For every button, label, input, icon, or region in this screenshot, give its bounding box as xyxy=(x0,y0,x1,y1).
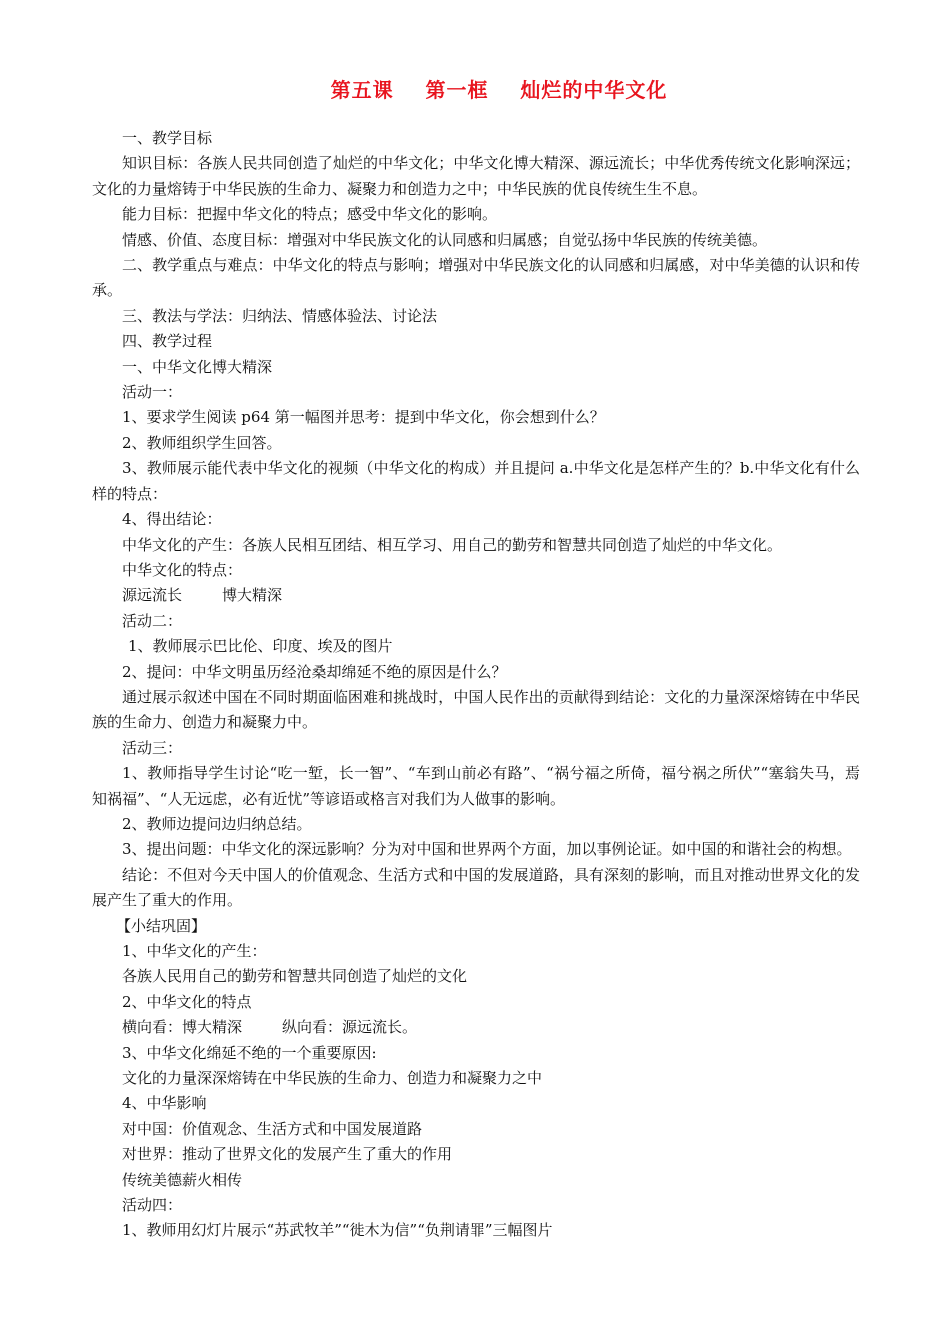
list-item: 2、教师组织学生回答。 xyxy=(122,433,282,452)
list-item: 1、中华文化的产生： xyxy=(122,942,267,960)
feature-long-history: 源远流长 xyxy=(122,586,183,605)
summary-line: 文化的力量深深熔铸在中华民族的生命力、创造力和凝聚力之中 xyxy=(122,1069,543,1088)
activity-four-heading: 活动四： xyxy=(122,1196,183,1215)
subheading-virtues: 传统美德薪火相传 xyxy=(122,1170,243,1189)
list-item: 1、教师用幻灯片展示“苏武牧羊”“徙木为信”“负荆请罪”三幅图片 xyxy=(122,1221,553,1240)
paragraph-features xyxy=(92,583,860,608)
summary-line: 对中国：价值观念、生活方式和中国发展道路 xyxy=(122,1119,423,1138)
activity-one-heading: 活动一： xyxy=(122,383,183,402)
section-heading-objectives: 一、教学目标 xyxy=(122,129,213,147)
list-item: 2、中华文化的特点 xyxy=(122,992,252,1011)
paragraph-methods: 三、教法与学法：归纳法、情感体验法、讨论法 xyxy=(122,306,438,325)
paragraph-key-points: 二、教学重点与难点：中华文化的特点与影响；增强对中华民族文化的认同感和归属感，对中华美德的认识和传承。 xyxy=(92,256,860,300)
paragraph-origin: 中华文化的产生：各族人民相互团结、相互学习、用自己的勤劳和智慧共同创造了灿烂的中华文化。 xyxy=(122,535,783,554)
document-body xyxy=(92,126,860,1244)
paragraph-conclusion-influence: 结论：不但对今天中国人的价值观念、生活方式和中国的发展道路，具有深刻的影响，而且对推动世界文化的发展产生了重大的作用。 xyxy=(92,865,860,910)
feature-horizontal: 横向看：博大精深 xyxy=(122,1018,243,1037)
summary-heading: 【小结巩固】 xyxy=(116,916,207,935)
list-item: 1、教师指导学生讨论“吃一堑，长一智”、“车到山前必有路”、“祸兮福之所倚，福兮祸之所伏”“塞翁失马，焉知祸福”、“人无远虑，必有近忧”等谚语或格言对我们为人做事的影响。 xyxy=(92,764,860,808)
paragraph-features-label: 中华文化的特点： xyxy=(122,560,243,579)
list-item: 3、教师展示能代表中华文化的视频（中华文化的构成）并且提问 a.中华文化是怎样产生的？b.中华文化有什么样的特点： xyxy=(92,459,860,503)
section-heading-process: 四、教学过程 xyxy=(122,332,213,351)
paragraph-ability-goal: 能力目标：把握中华文化的特点；感受中华文化的影响。 xyxy=(122,205,498,224)
paragraph-conclusion-power: 通过展示叙述中国在不同时期面临困难和挑战时，中国人民作出的贡献得到结论：文化的力量深深熔铸在中华民族的生命力、创造力和凝聚力中。 xyxy=(92,687,860,732)
summary-line: 对世界：推动了世界文化的发展产生了重大的作用 xyxy=(122,1145,453,1164)
activity-three-heading: 活动三： xyxy=(122,738,183,757)
list-item: 2、教师边提问边归纳总结。 xyxy=(122,814,312,833)
document-title: 第五课 第一框 灿烂的中华文化 xyxy=(330,78,668,102)
paragraph-emotion-goal: 情感、价值、态度目标：增强对中华民族文化的认同感和归属感；自觉弘扬中华民族的传统美德。 xyxy=(122,230,768,249)
subheading-profound: 一、中华文化博大精深 xyxy=(122,357,273,376)
summary-line: 各族人民用自己的勤劳和智慧共同创造了灿烂的文化 xyxy=(122,967,468,986)
list-item: 4、得出结论： xyxy=(122,510,222,529)
list-item: 1、要求学生阅读 p64 第一幅图并思考：提到中华文化，你会想到什么？ xyxy=(122,408,605,427)
activity-two-heading: 活动二： xyxy=(122,611,183,630)
list-item: 4、中华影响 xyxy=(122,1094,207,1113)
list-item: 2、提问：中华文明虽历经沧桑却绵延不绝的原因是什么？ xyxy=(122,662,507,681)
list-item: 1、教师展示巴比伦、印度、埃及的图片 xyxy=(128,637,393,656)
list-item: 3、提出问题：中华文化的深远影响？分为对中国和世界两个方面，加以事例论证。如中国的和谐社会的构想。 xyxy=(122,840,852,859)
list-item: 3、中华文化绵延不绝的一个重要原因: xyxy=(122,1043,377,1062)
paragraph-knowledge-goal: 知识目标：各族人民共同创造了灿烂的中华文化；中华文化博大精深、源远流长；中华优秀传统文化影响深远；文化的力量熔铸于中华民族的生命力、凝聚力和创造力之中；中华民族的优良传统生生不息。 xyxy=(92,154,860,198)
summary-features xyxy=(92,1015,860,1040)
feature-profound: 博大精深 xyxy=(222,586,283,605)
feature-vertical: 纵向看：源远流长。 xyxy=(282,1018,418,1037)
